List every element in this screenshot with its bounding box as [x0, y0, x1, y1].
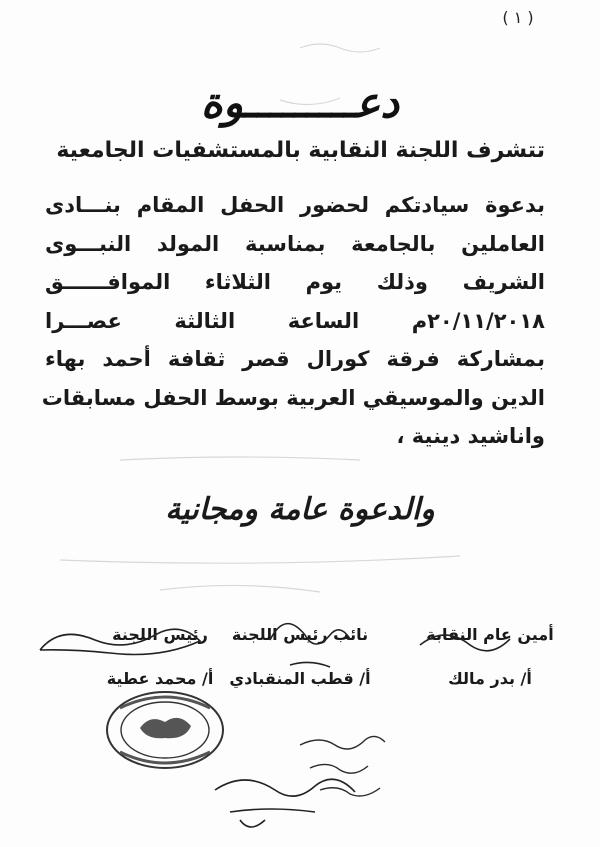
page-number: ( ١ ) [502, 8, 534, 27]
handwritten-signature-bottom [215, 779, 355, 827]
body-line: الدين والموسيقي العربية بوسط الحفل مسابقات [41, 385, 545, 410]
signature-name: أ/ قطب المنقبادي [229, 669, 371, 688]
invitation-body [41, 186, 545, 456]
body-line: الشريف وذلك يوم الثلاثاء الموافــــــق [45, 270, 545, 294]
signature-block-chair [60, 625, 260, 693]
body-line: بدعوة سيادتكم لحضور الحفل المقام بنـــادى [45, 193, 545, 217]
body-line: ٢٠/١١/٢٠١٨م الساعة الثالثة عصـــرا [45, 308, 545, 333]
official-stamp [107, 692, 223, 768]
signature-block-secretary [390, 625, 590, 693]
host-line: تتشرف اللجنة النقابية بالمستشفيات الجامعية [56, 138, 545, 163]
signature-role: نائب رئيس اللجنة [231, 625, 369, 644]
signature-role: رئيس اللجنة [112, 625, 208, 644]
signature-name: أ/ بدر مالك [448, 669, 532, 688]
body-line: بمشاركة فرقة كورال قصر ثقافة أحمد بهاء [45, 347, 545, 371]
body-line: العاملين بالجامعة بمناسبة المولد النبـــوى [45, 231, 545, 256]
signature-name: أ/ محمد عطية [106, 669, 214, 688]
handwritten-annotation [300, 736, 385, 796]
body-line: واناشيد دينية ، [396, 424, 545, 448]
free-invitation-line: والدعوة عامة ومجانية [165, 492, 435, 527]
invitation-title: دعـــــــــوة [200, 78, 400, 127]
signature-role: أمين عام النقابة [426, 625, 554, 644]
